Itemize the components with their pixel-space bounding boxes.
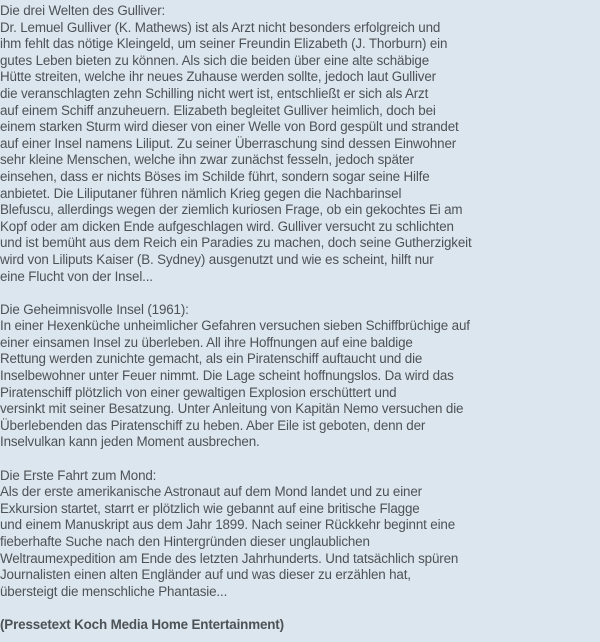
text-line: Inselvulkan kann jeden Moment ausbrechen. bbox=[0, 434, 260, 450]
text-line: Blefuscu, allerdings wegen der ziemlich kuriosen Frage, ob ein gekochtes Ei am bbox=[0, 202, 463, 218]
section-gulliver bbox=[0, 3, 600, 285]
section-title: Die Erste Fahrt zum Mond: bbox=[0, 467, 157, 483]
text-line: eine Flucht von der Insel... bbox=[0, 268, 153, 284]
text-line: einsehen, dass er nichts Böses im Schilde führt, sondern sogar seine Hilfe bbox=[0, 168, 430, 184]
text-line: Hütte streiten, welche ihr neues Zuhause werden sollte, jedoch laut Gulliver bbox=[0, 69, 436, 85]
press-credit: (Pressetext Koch Media Home Entertainment) bbox=[0, 616, 284, 632]
section-title: Die Geheimnisvolle Insel (1961): bbox=[0, 301, 189, 317]
text-line: Piratenschiff plötzlich von einer gewaltigen Explosion erschüttert und bbox=[0, 384, 397, 400]
section-title: Die drei Welten des Gulliver: bbox=[0, 3, 166, 18]
text-line: versinkt mit seiner Besatzung. Unter Anleitung von Kapitän Nemo versuchen die bbox=[0, 401, 464, 417]
text-line: Inselbewohner unter Feuer nimmt. Die Lage scheint hoffnungslos. Da wird das bbox=[0, 368, 454, 384]
section-erste-fahrt-zum-mond bbox=[0, 468, 600, 601]
text-line: Kopf oder am dicken Ende aufgeschlagen wird. Gulliver versucht zu schlichten bbox=[0, 218, 454, 234]
text-line: Weltraumexpedition am Ende des letzten Jahrhunderts. Und tatsächlich spüren bbox=[0, 550, 459, 566]
text-line: übersteigt die menschliche Phantasie... bbox=[0, 583, 228, 599]
text-line: Als der erste amerikanische Astronaut auf dem Mond landet und zu einer bbox=[0, 484, 422, 500]
text-line: auf einer Insel namens Liliput. Zu seiner Überraschung sind dessen Einwohner bbox=[0, 135, 457, 151]
section-geheimnisvolle-insel bbox=[0, 302, 600, 451]
text-line: und ist bemüht aus dem Reich ein Paradies zu machen, doch seine Gutherzigkeit bbox=[0, 235, 472, 251]
text-line: und einem Manuskript aus dem Jahr 1899. Nach seiner Rückkehr beginnt eine bbox=[0, 517, 456, 533]
text-line: Überlebenden das Piratenschiff zu heben. Aber Eile ist geboten, denn der bbox=[0, 417, 426, 433]
text-line: anbietet. Die Liliputaner führen nämlich Krieg gegen die Nachbarinsel bbox=[0, 185, 402, 201]
text-line: Journalisten einen alten Engländer auf und was dieser zu erzählen hat, bbox=[0, 567, 411, 583]
text-line: sehr kleine Menschen, welche ihn zwar zunächst fesseln, jedoch später bbox=[0, 152, 414, 168]
text-line: die veranschlagten zehn Schilling nicht wert ist, entschließt er sich als Arzt bbox=[0, 85, 429, 101]
text-line: ihm fehlt das nötige Kleingeld, um seiner Freundin Elizabeth (J. Thorburn) ein bbox=[0, 36, 448, 52]
text-line: In einer Hexenküche unheimlicher Gefahren versuchen sieben Schiffbrüchige auf bbox=[0, 318, 470, 334]
text-line: auf einem Schiff anzuheuern. Elizabeth begleitet Gulliver heimlich, doch bei bbox=[0, 102, 436, 118]
text-line: einem starken Sturm wird dieser von einer Welle von Bord gespült und strandet bbox=[0, 119, 459, 135]
text-line: Dr. Lemuel Gulliver (K. Mathews) ist als Arzt nicht besonders erfolgreich und bbox=[0, 19, 441, 35]
text-line: Exkursion startet, starrt er plötzlich wie gebannt auf eine britische Flagge bbox=[0, 500, 420, 516]
text-line: Rettung werden zunichte gemacht, als ein Piratenschiff auftaucht und die bbox=[0, 351, 423, 367]
text-line: einer einsamen Insel zu überleben. All ihre Hoffnungen auf eine baldige bbox=[0, 334, 413, 350]
text-line: wird von Liliputs Kaiser (B. Sydney) ausgenutzt und wie es scheint, hilft nur bbox=[0, 251, 434, 267]
text-line: fieberhafte Suche nach den Hintergründen dieser unglaublichen bbox=[0, 534, 370, 549]
text-line: gutes Leben bieten zu können. Als sich die beiden über eine alte schäbige bbox=[0, 52, 430, 68]
